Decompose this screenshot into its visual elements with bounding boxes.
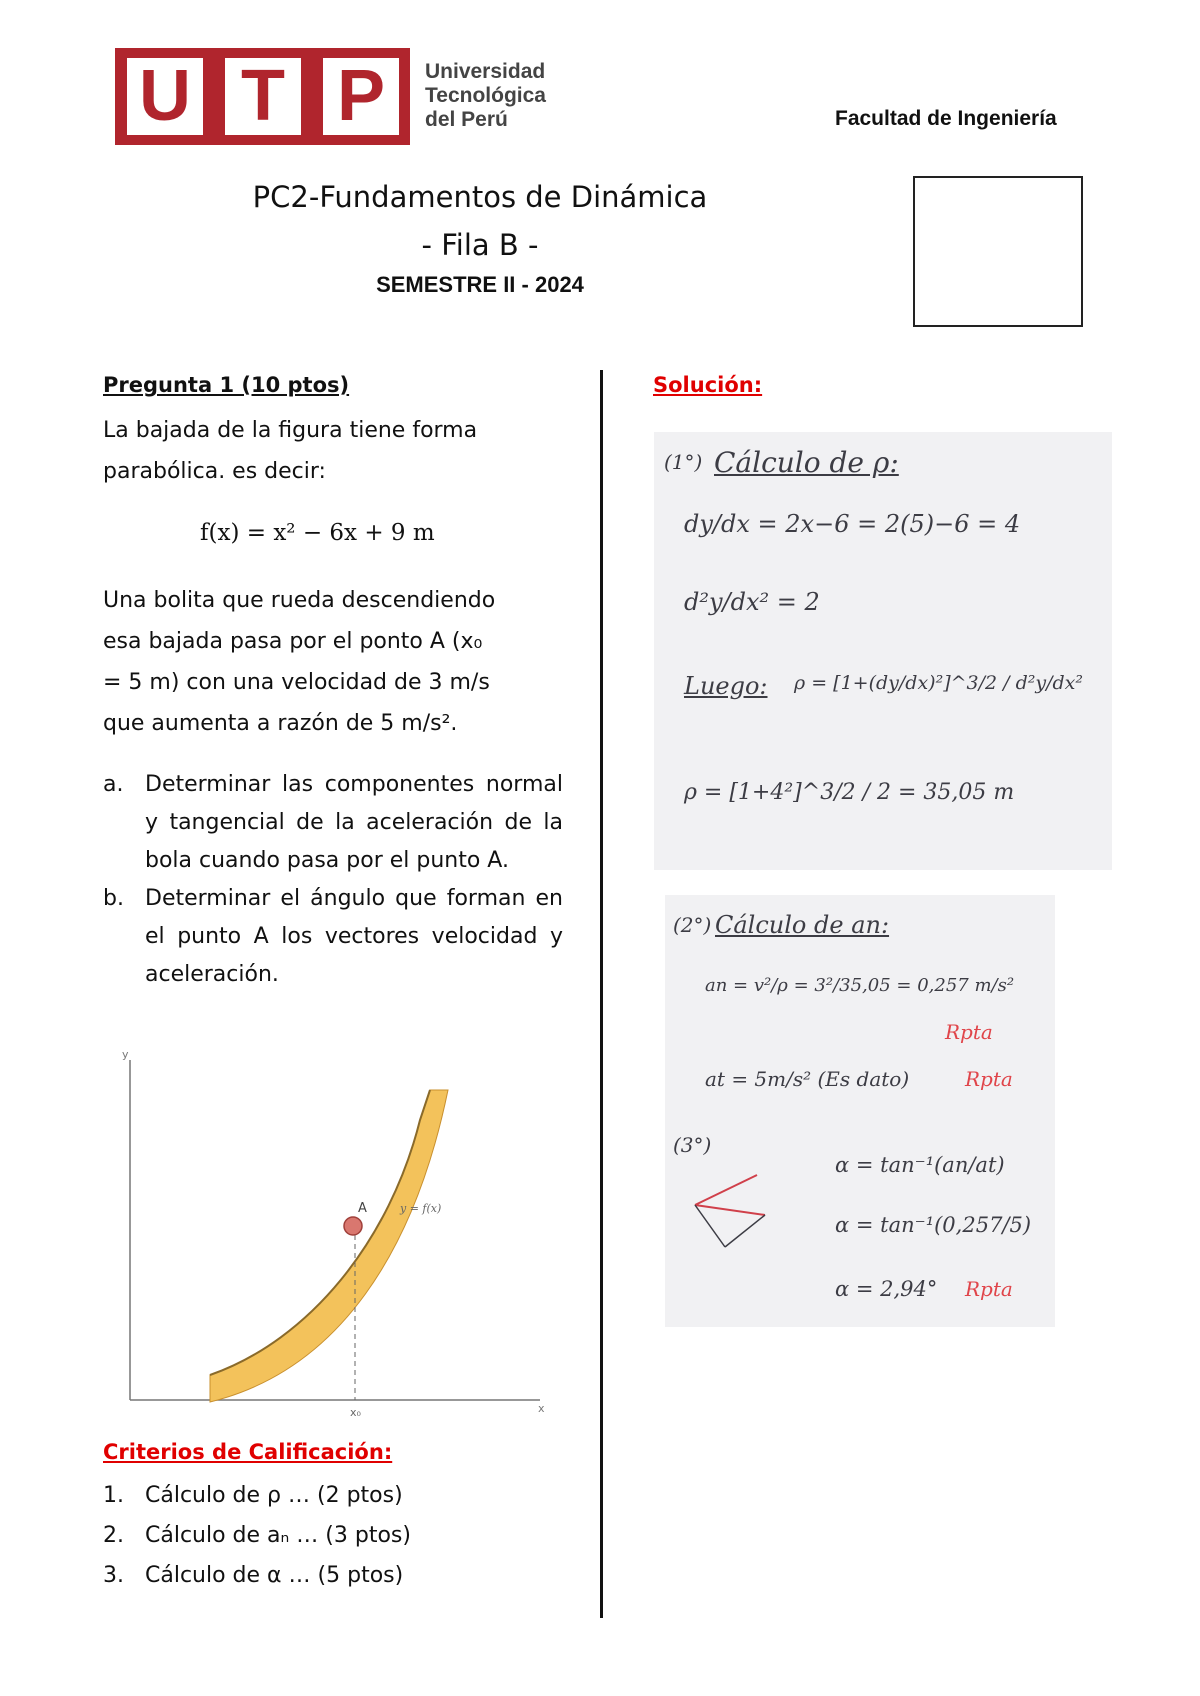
parabola-formula: f(x) = x² − 6x + 9 m [200, 520, 435, 546]
criteria-list [103, 1476, 563, 1596]
solution-panel-acceleration [665, 895, 1055, 1327]
criteria-item [103, 1476, 563, 1516]
question-intro-line: La bajada de la figura tiene forma [103, 418, 478, 443]
alpha-definition: α = tan⁻¹(an/at) [835, 1153, 1005, 1177]
item-label: b. [103, 886, 124, 911]
criteria-heading: Criterios de Calificación: [103, 1440, 393, 1464]
alpha-substitution: α = tan⁻¹(0,257/5) [835, 1213, 1032, 1237]
criteria-text: Cálculo de ρ … (2 ptos) [145, 1483, 403, 1508]
x0-label: x₀ [350, 1406, 361, 1419]
point-a-label: A [358, 1201, 367, 1216]
university-name [425, 60, 546, 132]
acceleration-vector [695, 1205, 765, 1215]
question-items [103, 766, 563, 994]
criteria-text: Cálculo de α … (5 ptos) [145, 1563, 404, 1588]
slope-figure [110, 1040, 550, 1420]
alpha-result: α = 2,94° [835, 1277, 938, 1301]
x-axis-label: x [538, 1402, 545, 1415]
step-number: (2°) [673, 913, 712, 937]
step-number: (1°) [664, 450, 703, 474]
question-body-line: esa bajada pasa por el ponto A (x₀ [103, 629, 483, 654]
an-answer-mark: Rpta [945, 1020, 993, 1044]
at-line: at = 5m/s² (Es dato) [705, 1067, 910, 1091]
alpha-answer-mark: Rpta [965, 1277, 1013, 1301]
curve-label: y = f(x) [400, 1202, 442, 1215]
an-vector [725, 1215, 765, 1247]
question-body [103, 580, 573, 744]
item-label: a. [103, 772, 124, 797]
university-name-line: Tecnológica [425, 84, 546, 107]
vector-sketch [677, 1165, 787, 1265]
question-body-line: = 5 m) con una velocidad de 3 m/s [103, 670, 490, 695]
an-calculation: an = v²/ρ = 3²/35,05 = 0,257 m/s² [705, 975, 1015, 996]
at-vector [695, 1205, 725, 1247]
university-name-line: Universidad [425, 60, 546, 83]
question-body-line: Una bolita que rueda descendiendo [103, 588, 496, 613]
question-item-a [103, 766, 563, 880]
criteria-number: 1. [103, 1483, 124, 1508]
solution-heading: Solución: [653, 373, 763, 397]
step-number: (3°) [673, 1133, 712, 1157]
rho-formula: ρ = [1+(dy/dx)²]^3/2 / d²y/dx² [794, 672, 1084, 694]
ball-a [344, 1217, 362, 1235]
criteria-text: Cálculo de aₙ … (3 ptos) [145, 1523, 411, 1548]
semester: SEMESTRE II - 2024 [376, 272, 584, 297]
logo-letter-p: P [323, 58, 399, 135]
criteria-item [103, 1556, 563, 1596]
logo-letter-u: U [127, 58, 203, 135]
luego-label: Luego: [684, 672, 768, 700]
item-text: Determinar el ángulo que forman en el punto A los vectores velocidad y aceleración. [145, 886, 563, 987]
exam-row: - Fila B - [421, 228, 539, 262]
an-step-title: Cálculo de an: [715, 911, 890, 939]
first-derivative: dy/dx = 2x−6 = 2(5)−6 = 4 [684, 510, 1021, 538]
item-text: Determinar las componentes normal y tangencial de la aceleración de la bola cuando pasa por el punto A. [145, 772, 563, 873]
faculty-name: Facultad de Ingeniería [835, 107, 1057, 130]
university-name-line: del Perú [425, 108, 508, 131]
question-intro-line: parabólica. es decir: [103, 459, 326, 484]
rho-step-title: Cálculo de ρ: [714, 446, 899, 479]
second-derivative: d²y/dx² = 2 [684, 588, 820, 616]
at-answer-mark: Rpta [965, 1067, 1013, 1091]
criteria-number: 2. [103, 1523, 124, 1548]
grade-box [913, 176, 1083, 327]
column-divider [600, 370, 603, 1618]
logo-letter-t: T [225, 58, 301, 135]
slope-surface [210, 1090, 448, 1402]
y-axis-label: y [122, 1048, 129, 1061]
criteria-item [103, 1516, 563, 1556]
criteria-number: 3. [103, 1563, 124, 1588]
solution-panel-rho [654, 432, 1112, 870]
exam-title: PC2-Fundamentos de Dinámica [252, 180, 708, 214]
question-heading: Pregunta 1 (10 ptos) [103, 373, 350, 397]
question-intro [103, 410, 573, 492]
utp-logo [115, 48, 410, 145]
question-body-line: que aumenta a razón de 5 m/s². [103, 711, 458, 736]
velocity-vector [695, 1175, 757, 1205]
rho-result: ρ = [1+4²]^3/2 / 2 = 35,05 m [684, 780, 1015, 805]
question-item-b [103, 880, 563, 994]
